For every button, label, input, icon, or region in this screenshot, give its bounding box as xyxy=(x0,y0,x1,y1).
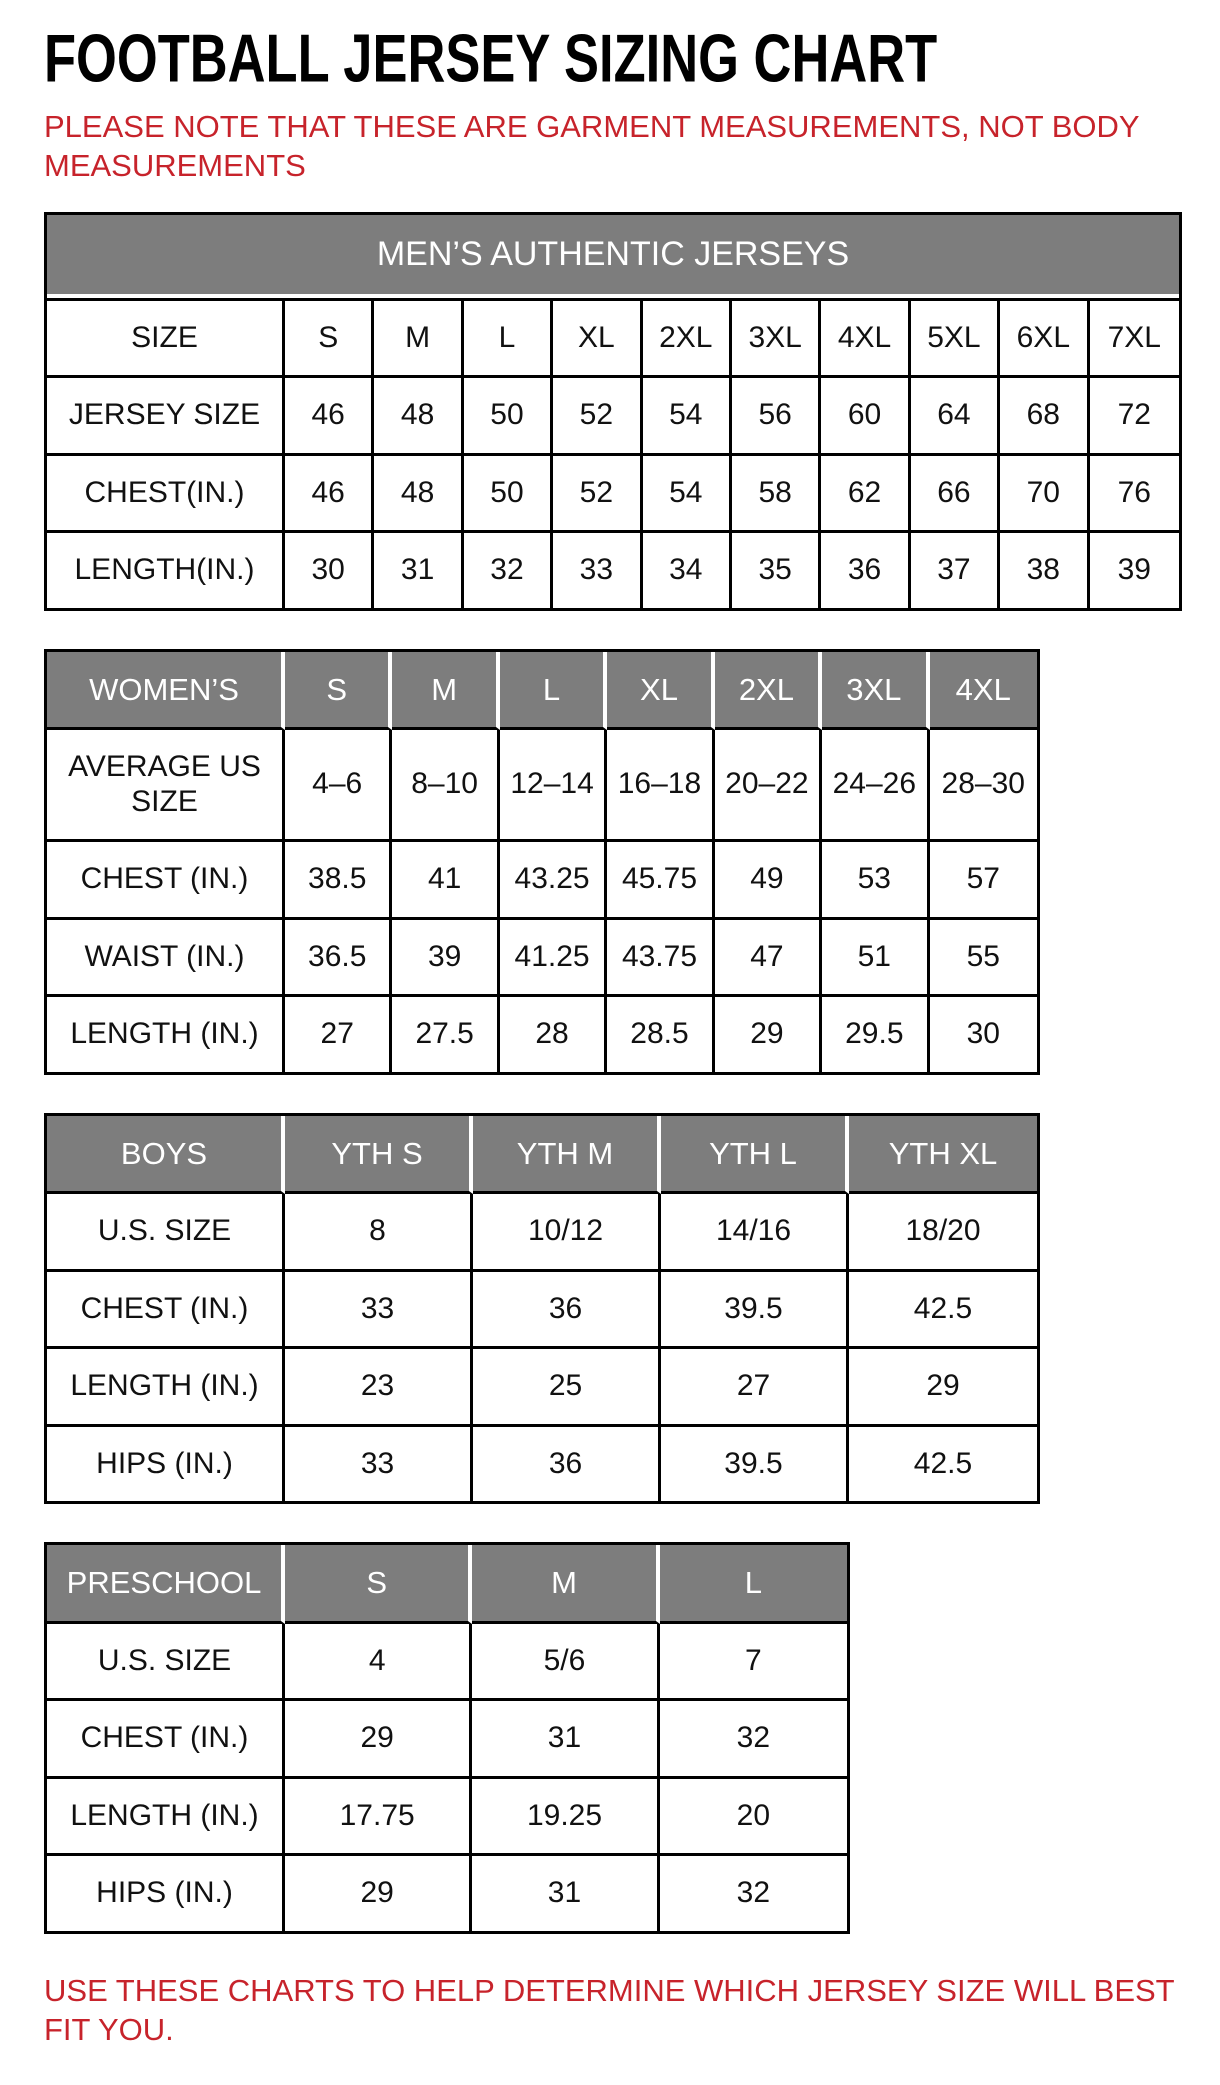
cell-value: 50 xyxy=(464,456,553,534)
column-header: PRESCHOOL xyxy=(47,1545,285,1624)
cell-value: 6XL xyxy=(1000,298,1089,379)
row-label: LENGTH (IN.) xyxy=(47,1779,285,1857)
table-row xyxy=(47,997,1037,1072)
table-row xyxy=(47,1349,1037,1427)
row-label: CHEST (IN.) xyxy=(47,1701,285,1779)
cell-value: 56 xyxy=(732,378,821,456)
boys-table xyxy=(44,1113,1040,1505)
cell-value: 8 xyxy=(285,1194,473,1272)
row-label: HIPS (IN.) xyxy=(47,1856,285,1931)
cell-value: 76 xyxy=(1090,456,1179,534)
table-row xyxy=(47,1272,1037,1350)
cell-value: 37 xyxy=(911,533,1000,608)
page-title: FOOTBALL JERSEY SIZING CHART xyxy=(44,19,938,97)
cell-value: 45.75 xyxy=(607,842,714,920)
mens-size-grid xyxy=(47,298,1179,608)
column-header: S xyxy=(285,652,392,731)
cell-value: 7 xyxy=(660,1624,847,1702)
cell-value: 39 xyxy=(1117,553,1151,586)
cell-value: 25 xyxy=(473,1349,661,1427)
womens-table xyxy=(44,649,1040,1075)
table-row xyxy=(47,1427,1037,1502)
cell-value: 43.25 xyxy=(500,842,607,920)
cell-value: 31 xyxy=(472,1701,659,1779)
table-row xyxy=(47,298,1179,379)
cell-value: 64 xyxy=(911,378,1000,456)
cell-value: 53 xyxy=(822,842,929,920)
cell-value: 66 xyxy=(911,456,1000,534)
table-header-row xyxy=(47,652,1037,731)
cell-value: 35 xyxy=(732,533,821,608)
cell-value: 48 xyxy=(374,456,463,534)
cell-value: 36.5 xyxy=(285,920,392,998)
mens-authentic-jerseys-table xyxy=(44,212,1182,611)
column-header: XL xyxy=(607,652,714,731)
mens-table-title: MEN’S AUTHENTIC JERSEYS xyxy=(47,215,1179,298)
column-header: YTH L xyxy=(661,1116,849,1195)
cell-value: 5XL xyxy=(911,298,1000,379)
cell-value: 28–30 xyxy=(930,730,1037,842)
table-row xyxy=(47,1701,847,1779)
cell-value: 30 xyxy=(966,1017,1000,1051)
cell-value: 27 xyxy=(661,1349,849,1427)
cell-value: 23 xyxy=(285,1349,473,1427)
cell-value: 29 xyxy=(849,1349,1037,1427)
cell-value: 39.5 xyxy=(661,1272,849,1350)
table-row xyxy=(47,1624,847,1702)
cell-value: 17.75 xyxy=(285,1779,472,1857)
cell-value: M xyxy=(374,298,463,379)
column-header: YTH S xyxy=(285,1116,473,1195)
row-label: JERSEY SIZE xyxy=(47,378,285,456)
cell-value: 14/16 xyxy=(661,1194,849,1272)
row-label: LENGTH (IN.) xyxy=(47,997,285,1072)
row-label: HIPS (IN.) xyxy=(47,1427,285,1502)
cell-value: 30 xyxy=(285,533,374,608)
cell-value: 46 xyxy=(285,378,374,456)
row-label: SIZE xyxy=(47,298,285,379)
row-label: CHEST(IN.) xyxy=(47,456,285,534)
table-row xyxy=(47,533,1179,608)
cell-value: 42.5 xyxy=(913,1446,973,1480)
cell-value: 29 xyxy=(285,1701,472,1779)
cell-value: 38 xyxy=(1000,533,1089,608)
cell-value: 46 xyxy=(285,456,374,534)
footer-note: USE THESE CHARTS TO HELP DETERMINE WHICH JERSEY SIZE WILL BEST FIT YOU. xyxy=(44,1972,1175,2047)
cell-value: 36 xyxy=(821,533,910,608)
cell-value: XL xyxy=(553,298,642,379)
row-label: LENGTH(IN.) xyxy=(47,533,285,608)
column-header: YTH M xyxy=(473,1116,661,1195)
cell-value: 34 xyxy=(643,533,732,608)
cell-value: 29 xyxy=(715,997,822,1072)
cell-value: 62 xyxy=(821,456,910,534)
cell-value: 29.5 xyxy=(822,997,929,1072)
column-header: 4XL xyxy=(930,652,1037,731)
cell-value: 47 xyxy=(715,920,822,998)
cell-value: 2XL xyxy=(643,298,732,379)
cell-value: 4 xyxy=(285,1624,472,1702)
table-row xyxy=(47,920,1037,998)
cell-value: 12–14 xyxy=(500,730,607,842)
cell-value: 72 xyxy=(1090,378,1179,456)
cell-value: L xyxy=(464,298,553,379)
preschool-table xyxy=(44,1542,850,1934)
cell-value: 28 xyxy=(500,997,607,1072)
cell-value: 3XL xyxy=(732,298,821,379)
row-label: CHEST (IN.) xyxy=(47,1272,285,1350)
row-label: WAIST (IN.) xyxy=(47,920,285,998)
cell-value: 27 xyxy=(285,997,392,1072)
garment-measurements-note: PLEASE NOTE THAT THESE ARE GARMENT MEASUREMENTS, NOT BODY MEASUREMENTS xyxy=(44,109,1140,183)
cell-value: 51 xyxy=(822,920,929,998)
column-header: L xyxy=(500,652,607,731)
table-row xyxy=(47,1779,847,1857)
row-label: CHEST (IN.) xyxy=(47,842,285,920)
cell-value: 32 xyxy=(660,1701,847,1779)
cell-value: 36 xyxy=(473,1427,661,1502)
cell-value: 4XL xyxy=(821,298,910,379)
row-label: U.S. SIZE xyxy=(47,1194,285,1272)
cell-value: 4–6 xyxy=(285,730,392,842)
cell-value: 27.5 xyxy=(392,997,499,1072)
table-row xyxy=(47,842,1037,920)
cell-value: 20 xyxy=(660,1779,847,1857)
cell-value: 10/12 xyxy=(473,1194,661,1272)
cell-value: 52 xyxy=(553,456,642,534)
cell-value: 5/6 xyxy=(472,1624,659,1702)
cell-value: 33 xyxy=(285,1272,473,1350)
table-row xyxy=(47,378,1179,456)
row-label: LENGTH (IN.) xyxy=(47,1349,285,1427)
table-row xyxy=(47,1194,1037,1272)
cell-value: 32 xyxy=(464,533,553,608)
cell-value: 20–22 xyxy=(715,730,822,842)
cell-value: 42.5 xyxy=(849,1272,1037,1350)
boys-size-grid xyxy=(47,1116,1037,1502)
table-row xyxy=(47,730,1037,842)
cell-value: 54 xyxy=(643,378,732,456)
column-header: M xyxy=(472,1545,659,1624)
column-header: YTH XL xyxy=(849,1116,1037,1195)
cell-value: 8–10 xyxy=(392,730,499,842)
column-header: BOYS xyxy=(47,1116,285,1195)
table-header-row xyxy=(47,1545,847,1624)
column-header: WOMEN’S xyxy=(47,652,285,731)
cell-value: 50 xyxy=(464,378,553,456)
cell-value: 36 xyxy=(473,1272,661,1350)
column-header: L xyxy=(660,1545,847,1624)
table-row xyxy=(47,1856,847,1931)
table-header-row xyxy=(47,1116,1037,1195)
cell-value: 39.5 xyxy=(661,1427,849,1502)
cell-value: 31 xyxy=(374,533,463,608)
cell-value: 28.5 xyxy=(607,997,714,1072)
cell-value: 31 xyxy=(472,1856,659,1931)
cell-value: 19.25 xyxy=(472,1779,659,1857)
cell-value: 32 xyxy=(736,1876,771,1910)
row-label: AVERAGE US SIZE xyxy=(47,730,285,842)
cell-value: 52 xyxy=(553,378,642,456)
cell-value: 24–26 xyxy=(822,730,929,842)
cell-value: 57 xyxy=(930,842,1037,920)
table-row xyxy=(47,456,1179,534)
cell-value: 29 xyxy=(285,1856,472,1931)
cell-value: 68 xyxy=(1000,378,1089,456)
cell-value: 54 xyxy=(643,456,732,534)
cell-value: 43.75 xyxy=(607,920,714,998)
cell-value: 7XL xyxy=(1090,298,1179,379)
cell-value: 70 xyxy=(1000,456,1089,534)
cell-value: 55 xyxy=(930,920,1037,998)
cell-value: 16–18 xyxy=(607,730,714,842)
cell-value: 33 xyxy=(285,1427,473,1502)
column-header: M xyxy=(392,652,499,731)
row-label: U.S. SIZE xyxy=(47,1624,285,1702)
cell-value: 49 xyxy=(715,842,822,920)
column-header: 2XL xyxy=(715,652,822,731)
cell-value: 41 xyxy=(392,842,499,920)
cell-value: 60 xyxy=(821,378,910,456)
cell-value: 33 xyxy=(553,533,642,608)
womens-size-grid xyxy=(47,652,1037,1072)
column-header: S xyxy=(285,1545,472,1624)
cell-value: S xyxy=(285,298,374,379)
cell-value: 38.5 xyxy=(285,842,392,920)
cell-value: 41.25 xyxy=(500,920,607,998)
column-header: 3XL xyxy=(822,652,929,731)
cell-value: 39 xyxy=(392,920,499,998)
preschool-size-grid xyxy=(47,1545,847,1931)
cell-value: 58 xyxy=(732,456,821,534)
cell-value: 18/20 xyxy=(849,1194,1037,1272)
cell-value: 48 xyxy=(374,378,463,456)
